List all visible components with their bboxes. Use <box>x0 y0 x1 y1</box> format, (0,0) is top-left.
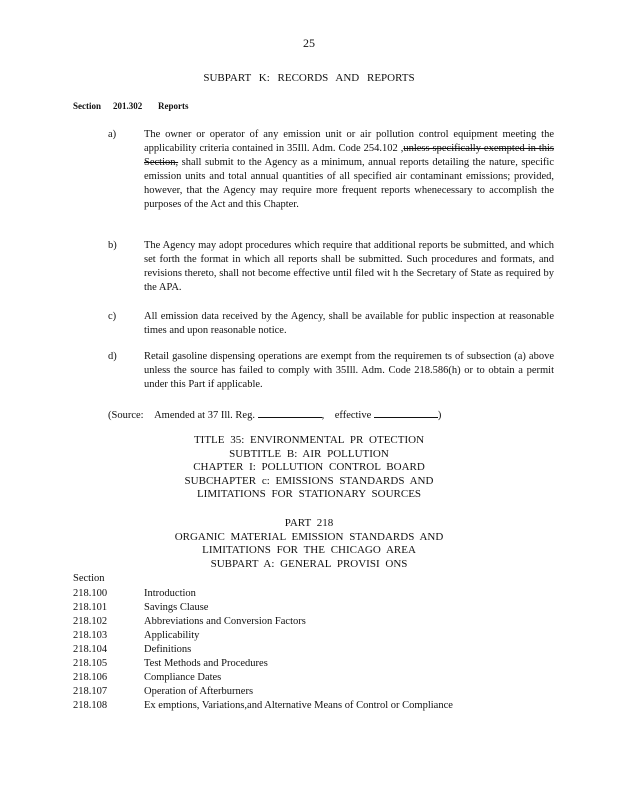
part-block: PART 218 ORGANIC MATERIAL EMISSION STANDARDS AND LIMITATIONS FOR THE CHICAGO AREA SUBPART A: GENERAL PROVISI ONS <box>174 517 444 570</box>
paragraph-label: b) <box>108 240 117 251</box>
section-title: Reports <box>158 101 189 111</box>
paragraph-c <box>108 310 612 338</box>
toc-row: 218.107 Operation of Afterburners <box>73 686 254 697</box>
paragraph-text: The Agency may adopt procedures which require that additional reports be submitted, and which set forth the format in which all reports shall be submitted. Such procedures and formats, and revisions thereto, shall not become effective until filed wit h the Secretary of State as required by the APA. <box>144 240 554 293</box>
paragraph-text: The owner or operator of any emission unit or air pollution control equipment meeting the applicability criteria contained in 35Ill. Adm. Code 254.102 ,unless specifically exempted in this Section, shall submit to the Agency as a minimum, annual reports detailing the nature, specific emission units and total annual quantities of all specified air contaminant emissions; provided, however, that the Agency may require more frequent reports whenecessary to accomplish the purposes of the Act and this Chapter. <box>144 129 555 210</box>
paragraph-text: Retail gasoline dispensing operations are exempt from the requiremen ts of subsection (a) above unless the source has failed to comply with 35Ill. Adm. Code 218.586(h) or to obtain a permit under this Part if applicable. <box>144 351 554 390</box>
toc-row: 218.108 Ex emptions, Variations,and Alternative Means of Control or Compliance <box>73 700 453 711</box>
paragraph-label: c) <box>108 311 117 322</box>
blank-line <box>258 406 322 418</box>
toc-row: 218.104 Definitions <box>73 644 192 655</box>
toc-row: 218.105 Test Methods and Procedures <box>73 658 268 669</box>
paragraph-b <box>108 239 612 295</box>
struck-text: unless specifically exempted in this Section, <box>144 143 555 168</box>
paragraph-text: All emission data received by the Agency, shall be available for public inspection at reasonable times and upon reasonable notice. <box>144 311 554 336</box>
blank-line <box>374 406 438 418</box>
paragraph-label: a) <box>108 129 117 140</box>
toc-row: 218.103 Applicability <box>73 630 200 641</box>
subpart-title: SUBPART K: RECORDS AND REPORTS <box>203 72 415 84</box>
page-number: 25 <box>303 36 315 50</box>
paragraph-d <box>108 350 612 392</box>
toc-row: 218.101 Savings Clause <box>73 602 209 613</box>
paragraph-label: d) <box>108 351 117 362</box>
source-note: (Source: Amended at 37 Ill. Reg. , effective ) <box>108 406 441 421</box>
section-number: 201.302 <box>113 101 143 111</box>
toc-row: 218.102 Abbreviations and Conversion Factors <box>73 616 306 627</box>
toc-heading: Section <box>73 573 105 584</box>
section-label: Section <box>73 101 101 111</box>
table-of-contents <box>73 587 453 713</box>
paragraph-a <box>108 128 612 212</box>
toc-row: 218.106 Compliance Dates <box>73 672 222 683</box>
toc-row: 218.100 Introduction <box>73 588 196 599</box>
title-block: TITLE 35: ENVIRONMENTAL PR OTECTION SUBTITLE B: AIR POLLUTION CHAPTER I: POLLUTION CONTROL BOARD SUBCHAPTER c: EMISSIONS STANDARDS AND LIMITATIONS FOR STATIONARY SOURCES <box>184 434 434 501</box>
